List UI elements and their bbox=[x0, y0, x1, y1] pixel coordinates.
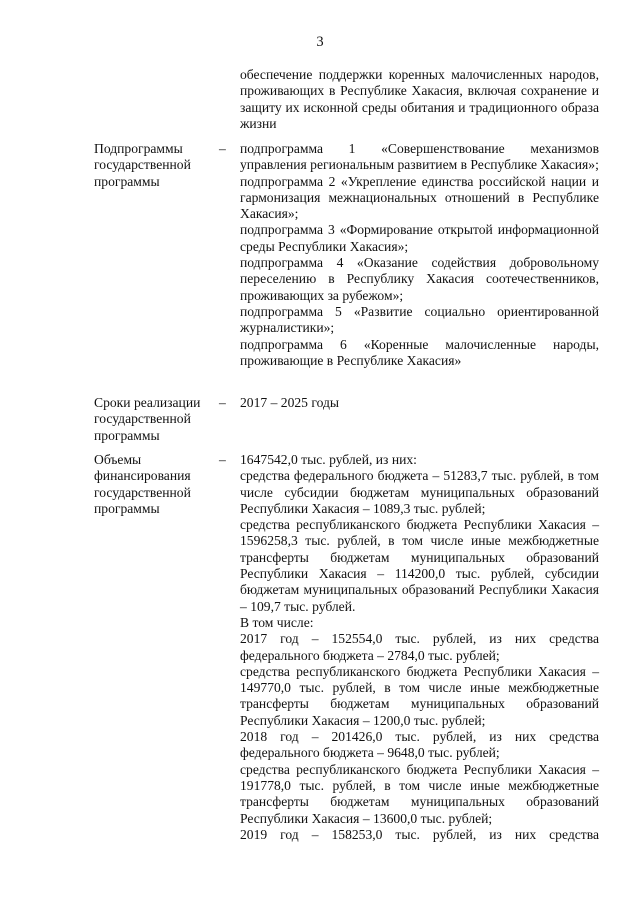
terms-line: 2017 – 2025 годы bbox=[240, 395, 340, 410]
terms-content bbox=[240, 395, 599, 411]
page-number: 3 bbox=[316, 34, 324, 50]
intro-content bbox=[240, 67, 599, 132]
subprograms-content bbox=[240, 141, 599, 369]
subprogram-line: подпрограмма 5 «Развитие социально ориентированной журналистики»; bbox=[240, 303, 599, 336]
funding-line: В том числе: bbox=[240, 614, 314, 630]
funding-line: средства республиканского бюджета Республики Хакасия – 191778,0 тыс. рублей, в том числе иные межбюджетные трансферты бюджетам муниципальных образований Республики Хакасия – 13600,0 тыс. рублей; bbox=[240, 761, 599, 826]
terms-label: Сроки реализации государственной программы bbox=[94, 395, 201, 443]
funding-line: 1647542,0 тыс. рублей, из них: bbox=[240, 452, 417, 467]
funding-line: средства республиканского бюджета Республики Хакасия – 1596258,3 тыс. рублей, в том числе иные межбюджетные трансферты бюджетам муниципальных образований Республики Хакасия – 114200,0 тыс. рублей, субсидии бюджетам муниципальных образований Республики Хакасия – 109,7 тыс. рублей. bbox=[240, 517, 599, 614]
funding-line: средства федерального бюджета – 51283,7 тыс. рублей, в том числе субсидии бюджетам муниципальных образований Республики Хакасия – 1089,3 тыс. рублей; bbox=[240, 468, 599, 516]
funding-label: Объемы финансирования государственной программы bbox=[94, 452, 191, 516]
subprogram-line: подпрограмма 3 «Формирование открытой информационной среды Республики Хакасия»; bbox=[240, 222, 599, 254]
subprogram-line: подпрограмма 6 «Коренные малочисленные народы, проживающие в Республике Хакасия» bbox=[240, 336, 599, 368]
subprograms-label: Подпрограммы государственной программы bbox=[94, 141, 191, 189]
subprograms-dash: – bbox=[219, 141, 226, 156]
funding-dash: – bbox=[219, 452, 226, 467]
funding-line: 2019 год – 158253,0 тыс. рублей, из них средства bbox=[240, 826, 599, 842]
funding-line: 2018 год – 201426,0 тыс. рублей, из них средства федерального бюджета – 9648,0 тыс. рублей; bbox=[240, 729, 599, 761]
subprogram-line: подпрограмма 2 «Укрепление единства российской нации и гармонизация межнациональных отношений в Республике Хакасия»; bbox=[240, 173, 599, 222]
subprogram-line: подпрограмма 4 «Оказание содействия добровольному переселению в Республику Хакасия соотечественников, проживающих за рубежом»; bbox=[240, 255, 599, 303]
funding-line: 2017 год – 152554,0 тыс. рублей, из них средства федерального бюджета – 2784,0 тыс. рублей; bbox=[240, 631, 599, 663]
terms-dash: – bbox=[219, 395, 226, 410]
funding-content bbox=[240, 452, 599, 843]
funding-line: средства республиканского бюджета Республики Хакасия – 149770,0 тыс. рублей, в том числе иные межбюджетные трансферты бюджетам муниципальных образований Республики Хакасия – 1200,0 тыс. рублей; bbox=[240, 663, 599, 728]
intro-paragraph: обеспечение поддержки коренных малочисленных народов, проживающих в Республике Хакасия, включая сохранение и защиту их исконной среды обитания и традиционного образа жизни bbox=[240, 67, 599, 131]
subprogram-line: подпрограмма 1 «Совершенствование механизмов управления региональным развитием в Республике Хакасия»; bbox=[240, 141, 599, 173]
